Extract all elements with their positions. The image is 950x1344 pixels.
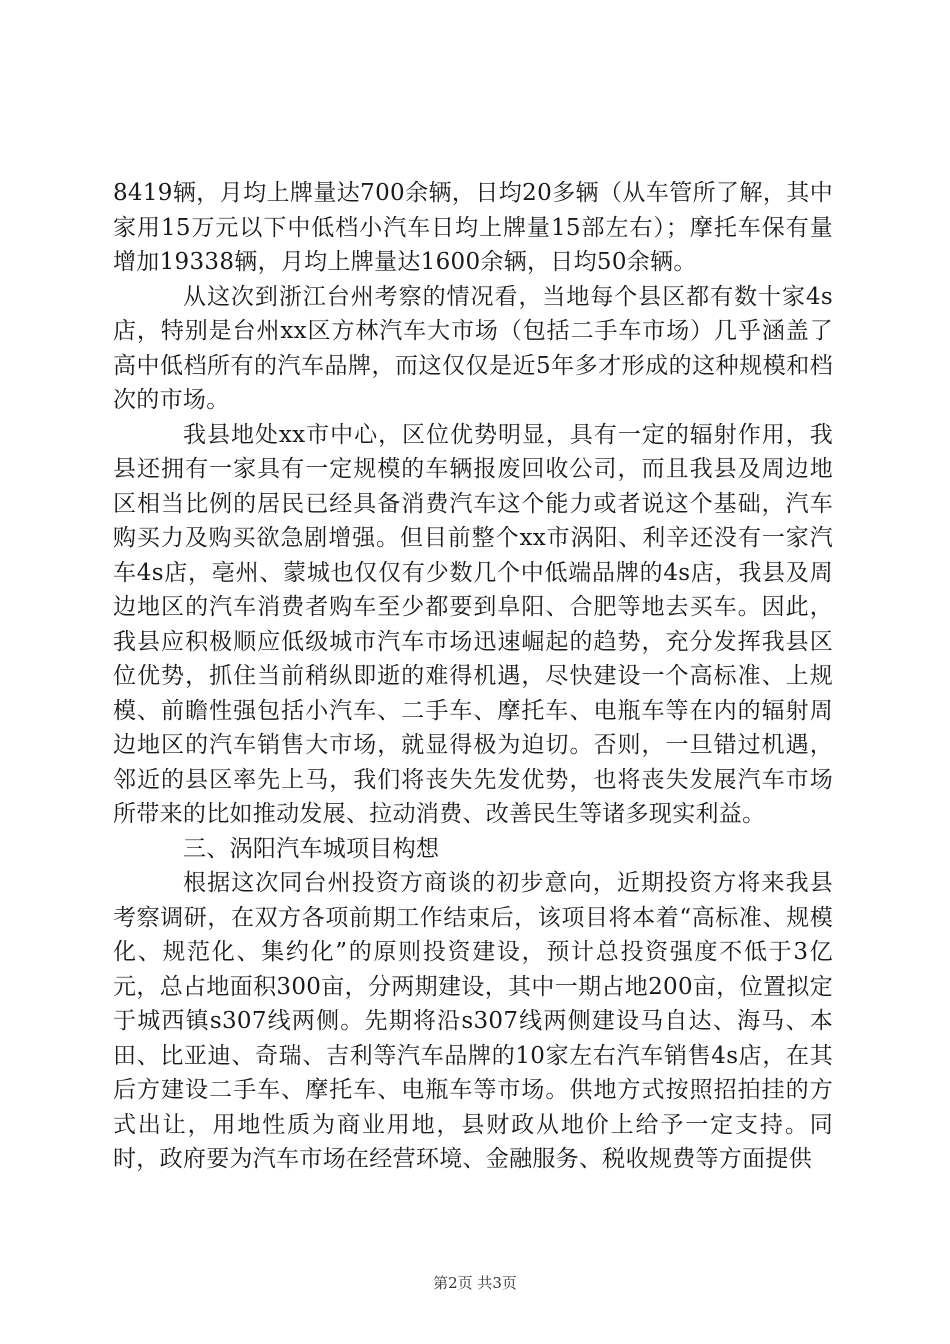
paragraph-1: 8419辆，月均上牌量达700余辆，日均20多辆（从车管所了解，其中家用15万元以下中低档小汽车日均上牌量15部左右）；摩托车保有量增加19338辆，月均上牌量达1600余辆，日均50余辆。 bbox=[113, 180, 833, 275]
page-footer: 第2页 共3页 bbox=[433, 1274, 517, 1292]
document-body bbox=[113, 176, 833, 1177]
paragraph-3: 我县地处xx市中心，区位优势明显，具有一定的辐射作用，我县还拥有一家具有一定规模的车辆报废回收公司，而且我县及周边地区相当比例的居民已经具备消费汽车这个能力或者说这个基础，汽车购买力及购买欲急剧增强。但目前整个xx市涡阳、利辛还没有一家汽车4s店，亳州、蒙城也仅仅有少数几个中低端品牌的4s店，我县及周边地区的汽车消费者购车至少都要到阜阳、合肥等地去买车。因此，我县应积极顺应低级城市汽车市场迅速崛起的趋势，充分发挥我县区位优势，抓住当前稍纵即逝的难得机遇，尽快建设一个高标准、上规模、前瞻性强包括小汽车、二手车、摩托车、电瓶车等在内的辐射周边地区的汽车销售大市场，就显得极为迫切。否则，一旦错过机遇，邻近的县区率先上马，我们将丧失先发优势，也将丧失发展汽车市场所带来的比如推动发展、拉动消费、改善民生等诸多现实利益。 bbox=[113, 421, 833, 827]
paragraph-5: 根据这次同台州投资方商谈的初步意向，近期投资方将来我县考察调研，在双方各项前期工作结束后，该项目将本着“高标准、规模化、规范化、集约化”的原则投资建设，预计总投资强度不低于3亿元，总占地面积300亩，分两期建设，其中一期占地200亩，位置拟定于城西镇s307线两侧。先期将沿s307线两侧建设马自达、海马、本田、比亚迪、奇瑞、吉利等汽车品牌的10家左右汽车销售4s店，在其后方建设二手车、摩托车、电瓶车等市场。供地方式按照招拍挂的方式出让，用地性质为商业用地，县财政从地价上给予一定支持。同时，政府要为汽车市场在经营环境、金融服务、税收规费等方面提供 bbox=[113, 870, 833, 1172]
paragraph-2: 从这次到浙江台州考察的情况看，当地每个县区都有数十家4s店，特别是台州xx区方林汽车大市场（包括二手车市场）几乎涵盖了高中低档所有的汽车品牌，而这仅仅是近5年多才形成的这种规模和档次的市场。 bbox=[113, 283, 833, 413]
section-heading: 三、涡阳汽车城项目构想 bbox=[183, 835, 440, 862]
